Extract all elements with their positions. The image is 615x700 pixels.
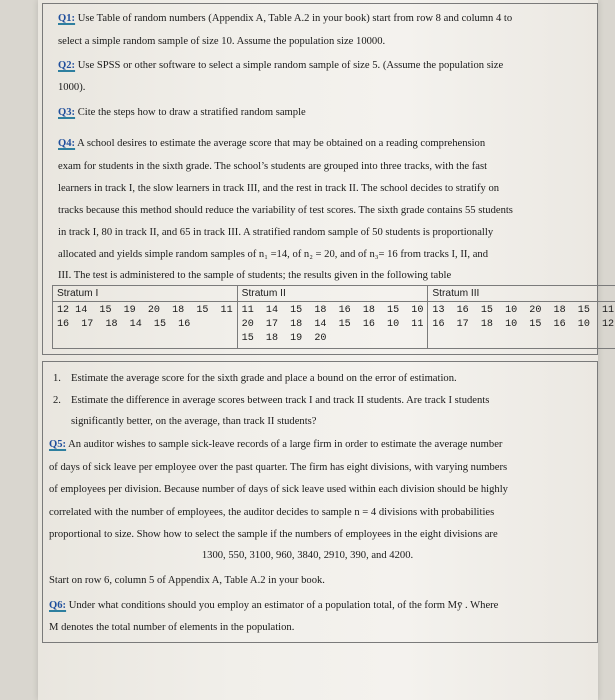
q4-label: Q4: (58, 138, 76, 149)
q4-line-2: exam for students in the sixth grade. The school’s students are grouped into three tracks, with the fast (58, 161, 488, 172)
q6-label: Q6: (49, 600, 67, 611)
stratum-3-header: Stratum III (428, 286, 615, 302)
q1-label: Q1: (58, 13, 76, 24)
q4-line-3: learners in track I, the slow learners in track III, and the rest in track II. The school decides to stratify on (58, 183, 500, 194)
q6-line-2: M denotes the total number of elements in the population. (49, 622, 295, 633)
q4-line-4: tracks because this method should reduce the variability of test scores. The sixth grade contains 55 students (58, 205, 513, 216)
q4-item-1-text: Estimate the average score for the sixth grade and place a bound on the error of estimation. (71, 373, 457, 384)
q2-label: Q2: (58, 60, 76, 71)
q4-line-7: III. The test is administered to the sample of students; the results given in the following table (58, 270, 452, 281)
stratum-1-header: Stratum I (53, 286, 238, 302)
q5-line-5: proportional to size. Show how to select the sample if the numbers of employees in the eight divisions are (49, 529, 498, 540)
q6-line-1 (49, 599, 498, 613)
q4-line-5: in track I, 80 in track II, and 65 in track III. A stratified random sample of 50 students is proportionally (58, 227, 494, 238)
q5-line-3: of employees per division. Because number of days of sick leave used within each division should be highly (49, 484, 508, 495)
q3-line (58, 106, 306, 120)
q3-text: Cite the steps how to draw a stratified random sample (75, 107, 306, 118)
q1-text-2: select a simple random sample of size 10. Assume the population size 10000. (58, 36, 386, 47)
q1-text-1: Use Table of random numbers (Appendix A, Table A.2 in your book) start from row 8 and column 4 to (75, 13, 513, 24)
q4-line-6: allocated and yields simple random samples of n₁ =14, of n₂ = 20, and of n₃= 16 from tracks I, II, and (58, 249, 488, 260)
stratum-1-scores: 12 14 15 19 20 18 15 11 16 17 18 14 15 16 (53, 302, 238, 349)
strata-data-row (53, 302, 615, 349)
q2-text-2: 1000). (58, 82, 86, 93)
q4-line-1 (58, 137, 485, 151)
q4-item-1-number: 1. (53, 373, 61, 384)
stratum-2-header: Stratum II (237, 286, 428, 302)
q5-line-4: correlated with the number of employees, the auditor decides to sample n = 4 divisions with probabilities (49, 507, 495, 518)
q5-text-1: An auditor wishes to sample sick-leave records of a large firm in order to estimate the average number (66, 439, 503, 450)
q5-label: Q5: (49, 439, 67, 450)
q5-line-7: Start on row 6, column 5 of Appendix A, Table A.2 in your book. (49, 575, 325, 586)
q5-line-2: of days of sick leave per employee over the past quarter. The firm has eight divisions, with varying numbers (49, 462, 508, 473)
stratum-3-scores: 13 16 15 10 20 18 15 11 16 17 18 10 15 16 10 12 (428, 302, 615, 349)
q3-label: Q3: (58, 107, 76, 118)
q2-line-1 (58, 59, 503, 73)
q4-item-2-line-1: Estimate the difference in average scores between track I and track II students. Are track I students (71, 395, 490, 406)
stratum-2-scores: 11 14 15 18 16 18 15 10 20 17 18 14 15 16 10 11 15 18 19 20 (237, 302, 428, 349)
q4-text-1: A school desires to estimate the average score that may be obtained on a reading comprehension (75, 138, 486, 149)
q5-line-1 (49, 438, 502, 452)
q4-item-2-number: 2. (53, 395, 61, 406)
q6-text-1: Under what conditions should you employ an estimator of a population total, of the form Mȳ . Where (66, 600, 499, 611)
q4-item-2-line-2: significantly better, on the average, than track II students? (71, 416, 317, 427)
strata-table (52, 285, 615, 349)
q5-division-sizes: 1300, 550, 3100, 960, 3840, 2910, 390, and 4200. (201, 550, 414, 561)
q1-line-1 (58, 12, 512, 26)
strata-header-row (53, 286, 615, 302)
q2-text-1: Use SPSS or other software to select a simple random sample of size 5. (Assume the population size (75, 60, 504, 71)
